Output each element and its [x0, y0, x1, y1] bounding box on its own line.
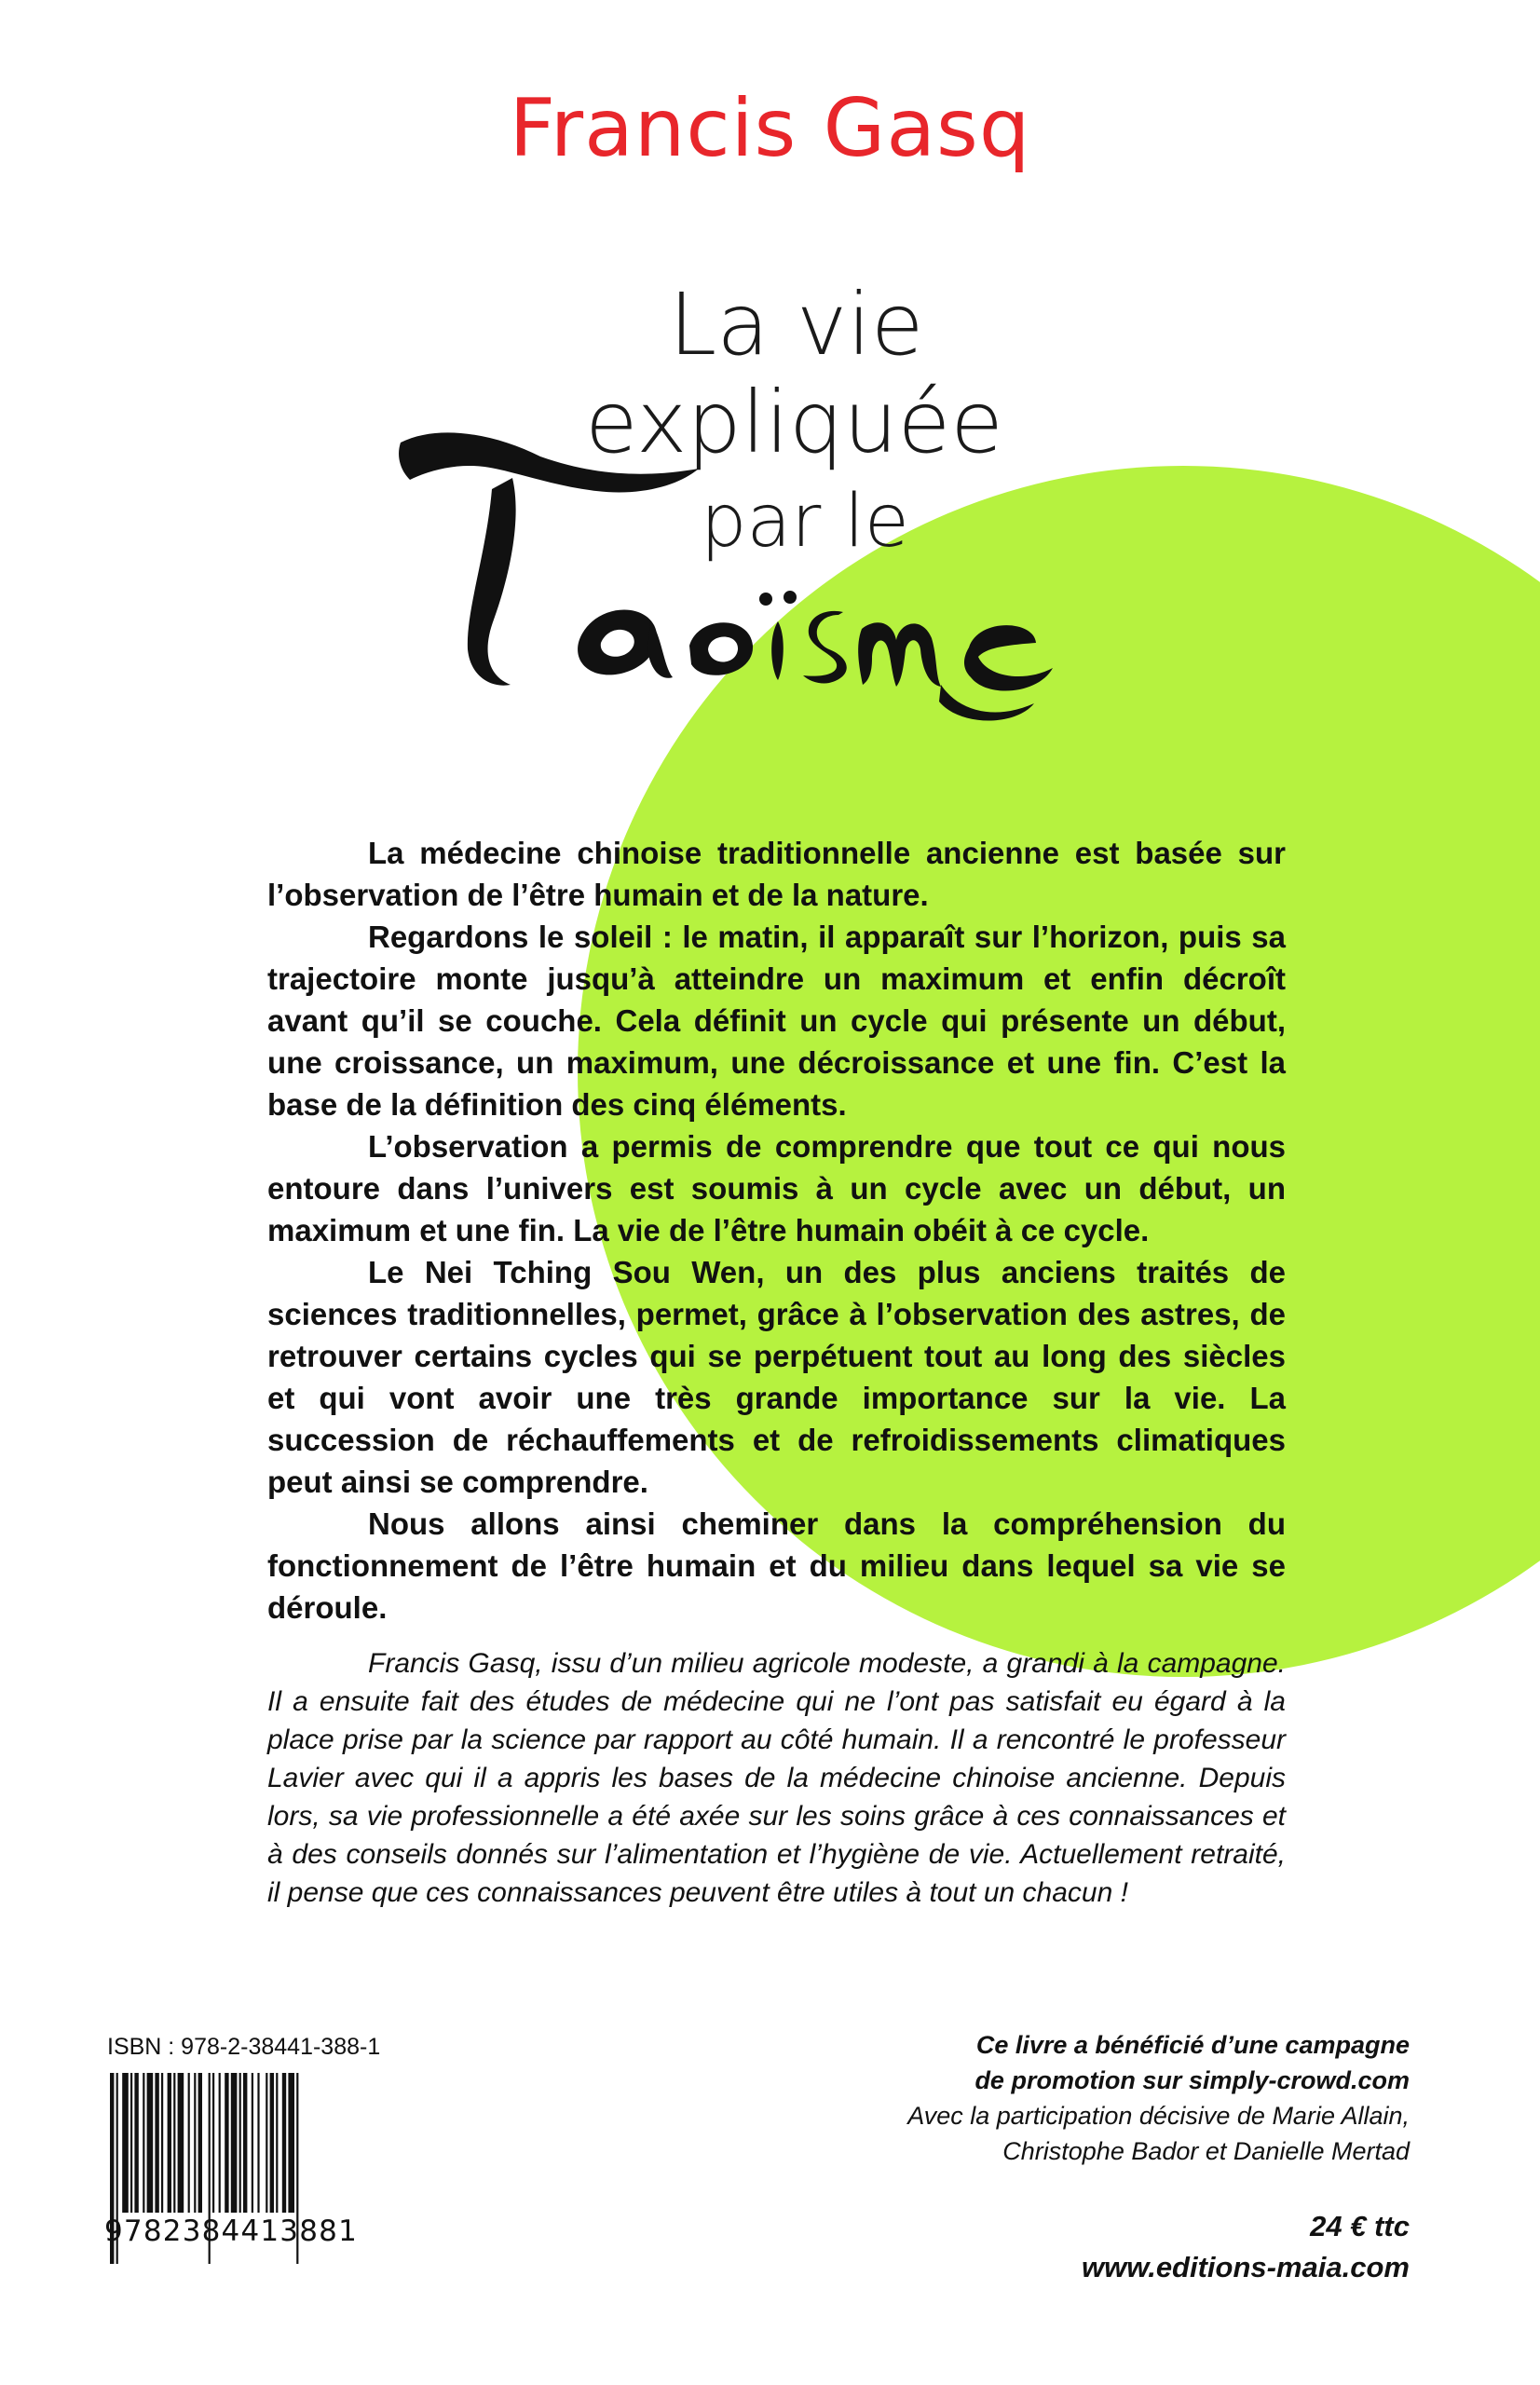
barcode-bar — [178, 2073, 184, 2213]
title-line-2: expliquée — [585, 373, 1003, 472]
barcode-bar — [252, 2073, 253, 2213]
author-bio — [267, 1644, 1286, 1912]
barcode-bar — [155, 2073, 158, 2213]
barcode-bar — [231, 2073, 238, 2213]
barcode-bar — [288, 2073, 294, 2213]
title-line-1: La vie — [669, 275, 924, 375]
barcode-bar — [168, 2073, 171, 2213]
barcode-bar — [266, 2073, 267, 2213]
barcode-digits: 9782384413881 — [104, 2215, 359, 2248]
author-bio-paragraph: Francis Gasq, issu d’un milieu agricole modeste, a grandi à la campagne. Il a ensuite fait des études de médecine qui ne l’ont pas satisfait eu égard à la place prise par la science par rapport au côté humain. Il a rencontré le professeur Lavier avec qui il a appris les bases de la médecine chinoise ancienne. Depuis lors, sa vie professionnelle a été axée sur les soins grâce à ces connaissances et à des conseils donnés sur l’alimentation et l’hygiène de vie. Actuellement retraité, il pense que ces connaissances peuvent être utiles à tout un chacun ! — [267, 1648, 1286, 1908]
barcode-bar — [270, 2073, 274, 2213]
description-text — [267, 832, 1286, 1629]
barcode-bar — [134, 2073, 138, 2213]
description-paragraph-3: L’observation a permis de comprendre que tout ce qui nous entoure dans l’univers est soumis à un cycle avec un début, un maximum et une fin. La vie de l’être humain obéit à ce cycle. — [267, 1129, 1286, 1247]
barcode-bar — [198, 2073, 202, 2213]
barcode-bar — [194, 2073, 196, 2213]
barcode-bar — [188, 2073, 190, 2213]
publisher-info — [757, 2027, 1410, 2288]
title-line-3: par le — [701, 480, 909, 564]
barcode-bar — [282, 2073, 286, 2213]
barcode-bar — [219, 2073, 221, 2213]
description-paragraph-2: Regardons le soleil : le matin, il apparaît sur l’horizon, puis sa trajectoire monte jusqu’à atteindre un maximum et enfin décroît avant qu’il se couche. Cela définit un cycle qui présente un début, une croissance, un maximum, une décroissance et une fin. C’est la base de la définition des cinq éléments. — [267, 920, 1286, 1122]
publisher-website: www.editions-maia.com — [1082, 2251, 1410, 2283]
barcode-bar — [143, 2073, 144, 2213]
barcode-bar — [122, 2073, 129, 2213]
barcode-bar — [257, 2073, 259, 2213]
taoisme-calligraphy-logo — [382, 405, 1109, 722]
barcode-bar — [147, 2073, 154, 2213]
participation-line-2: Christophe Bador et Danielle Mertad — [1002, 2137, 1410, 2165]
barcode-bar — [161, 2073, 163, 2213]
author-name: Francis Gasq — [509, 82, 1031, 175]
barcode-bar — [130, 2073, 132, 2213]
participation-line-1: Avec la participation décisive de Marie Allain, — [907, 2102, 1410, 2130]
barcode-bar — [276, 2073, 278, 2213]
barcode-bar — [225, 2073, 228, 2213]
description-paragraph-1: La médecine chinoise traditionnelle ancienne est basée sur l’observation de l’être humain et de la nature. — [267, 836, 1286, 912]
barcode-bar — [173, 2073, 175, 2213]
promo-line-2: de promotion sur simply-crowd.com — [974, 2066, 1410, 2094]
barcode-bar — [243, 2073, 247, 2213]
promo-line-1: Ce livre a bénéficié d’une campagne — [975, 2031, 1410, 2059]
price: 24 € ttc — [1310, 2210, 1410, 2242]
description-paragraph-5: Nous allons ainsi cheminer dans la compréhension du fonctionnement de l’être humain et du milieu dans lequel sa vie se déroule. — [267, 1506, 1286, 1625]
description-paragraph-4: Le Nei Tching Sou Wen, un des plus anciens traités de sciences traditionnelles, permet, grâce à l’observation des astres, de retrouver certains cycles qui se perpétuent tout au long des siècles et qui vont avoir une très grande importance sur la vie. La succession de réchauffements et de refroidissements climatiques peut ainsi se comprendre. — [267, 1255, 1286, 1499]
barcode-bar — [212, 2073, 214, 2213]
barcode-bar — [239, 2073, 241, 2213]
isbn-label: ISBN : 978-2-38441-388-1 — [107, 2034, 381, 2060]
